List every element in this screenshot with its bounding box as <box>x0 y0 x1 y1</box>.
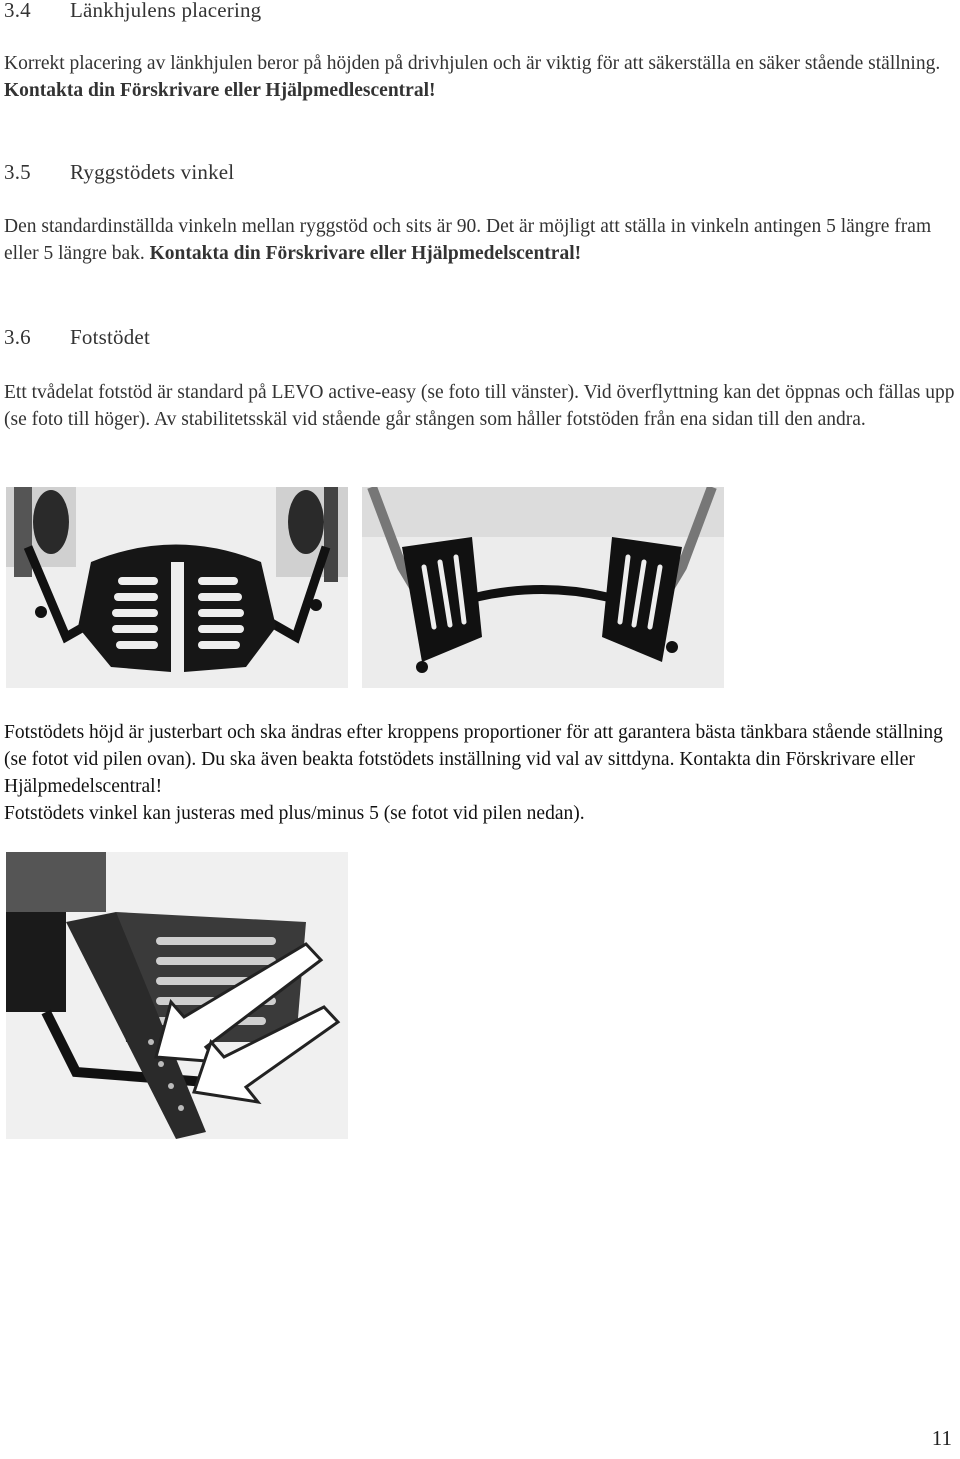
footrest-angle-photo <box>6 852 348 1139</box>
section-paragraph-3-5 <box>4 213 956 267</box>
section-paragraph-3-6 <box>4 379 956 433</box>
footrest-height-paragraph: Fotstödets höjd är justerbart och ska ändras efter kroppens proportioner för att garantera bästa tänkbara stående ställning (se fotot vid pilen ovan). Du ska även beakta fotstödets inställning vid val av sittdyna. Kontakta din Förskrivare eller Hjälpmedelscentral! <box>4 722 943 797</box>
footrest-closed-photo <box>6 487 348 688</box>
section-heading-3-5 <box>4 160 234 185</box>
section-heading-3-6 <box>4 325 150 350</box>
footrest-open-photo <box>362 487 724 688</box>
paragraph-text: Ett tvådelat fotstöd är standard på LEVO active-easy (se foto till vänster). Vid överflyttning kan det öppnas och fällas upp (se foto till höger). Av stabilitetsskäl vid stående går stången som håller fotstöden från ena sidan till den andra. <box>4 382 955 430</box>
section-paragraph-3-4 <box>4 50 956 104</box>
contact-notice: Kontakta din Förskrivare eller Hjälpmedelscentral! <box>149 243 582 264</box>
paragraph-text: Den standardinställda vinkeln mellan ryggstöd och sits är 90. Det är möjligt att ställa in vinkeln antingen 5 längre fram eller 5 längre bak. <box>4 216 932 264</box>
contact-notice: Kontakta din Förskrivare eller Hjälpmedlescentral! <box>4 80 436 101</box>
paragraph-text: Korrekt placering av länkhjulen beror på höjden på drivhjulen och är viktig för att säkerställa en säker stående ställning. <box>4 53 941 74</box>
section-heading-3-4 <box>4 0 261 23</box>
section-number: 3.6 <box>4 325 31 349</box>
section-number: 3.4 <box>4 0 31 22</box>
footrest-angle-paragraph: Fotstödets vinkel kan justeras med plus/minus 5 (se fotot vid pilen nedan). <box>4 803 585 824</box>
section-title: Fotstödet <box>70 325 150 349</box>
section-number: 3.5 <box>4 160 31 184</box>
section-title: Länkhjulens placering <box>70 0 262 22</box>
section-title: Ryggstödets vinkel <box>70 160 235 184</box>
page-number: 11 <box>931 1426 952 1450</box>
